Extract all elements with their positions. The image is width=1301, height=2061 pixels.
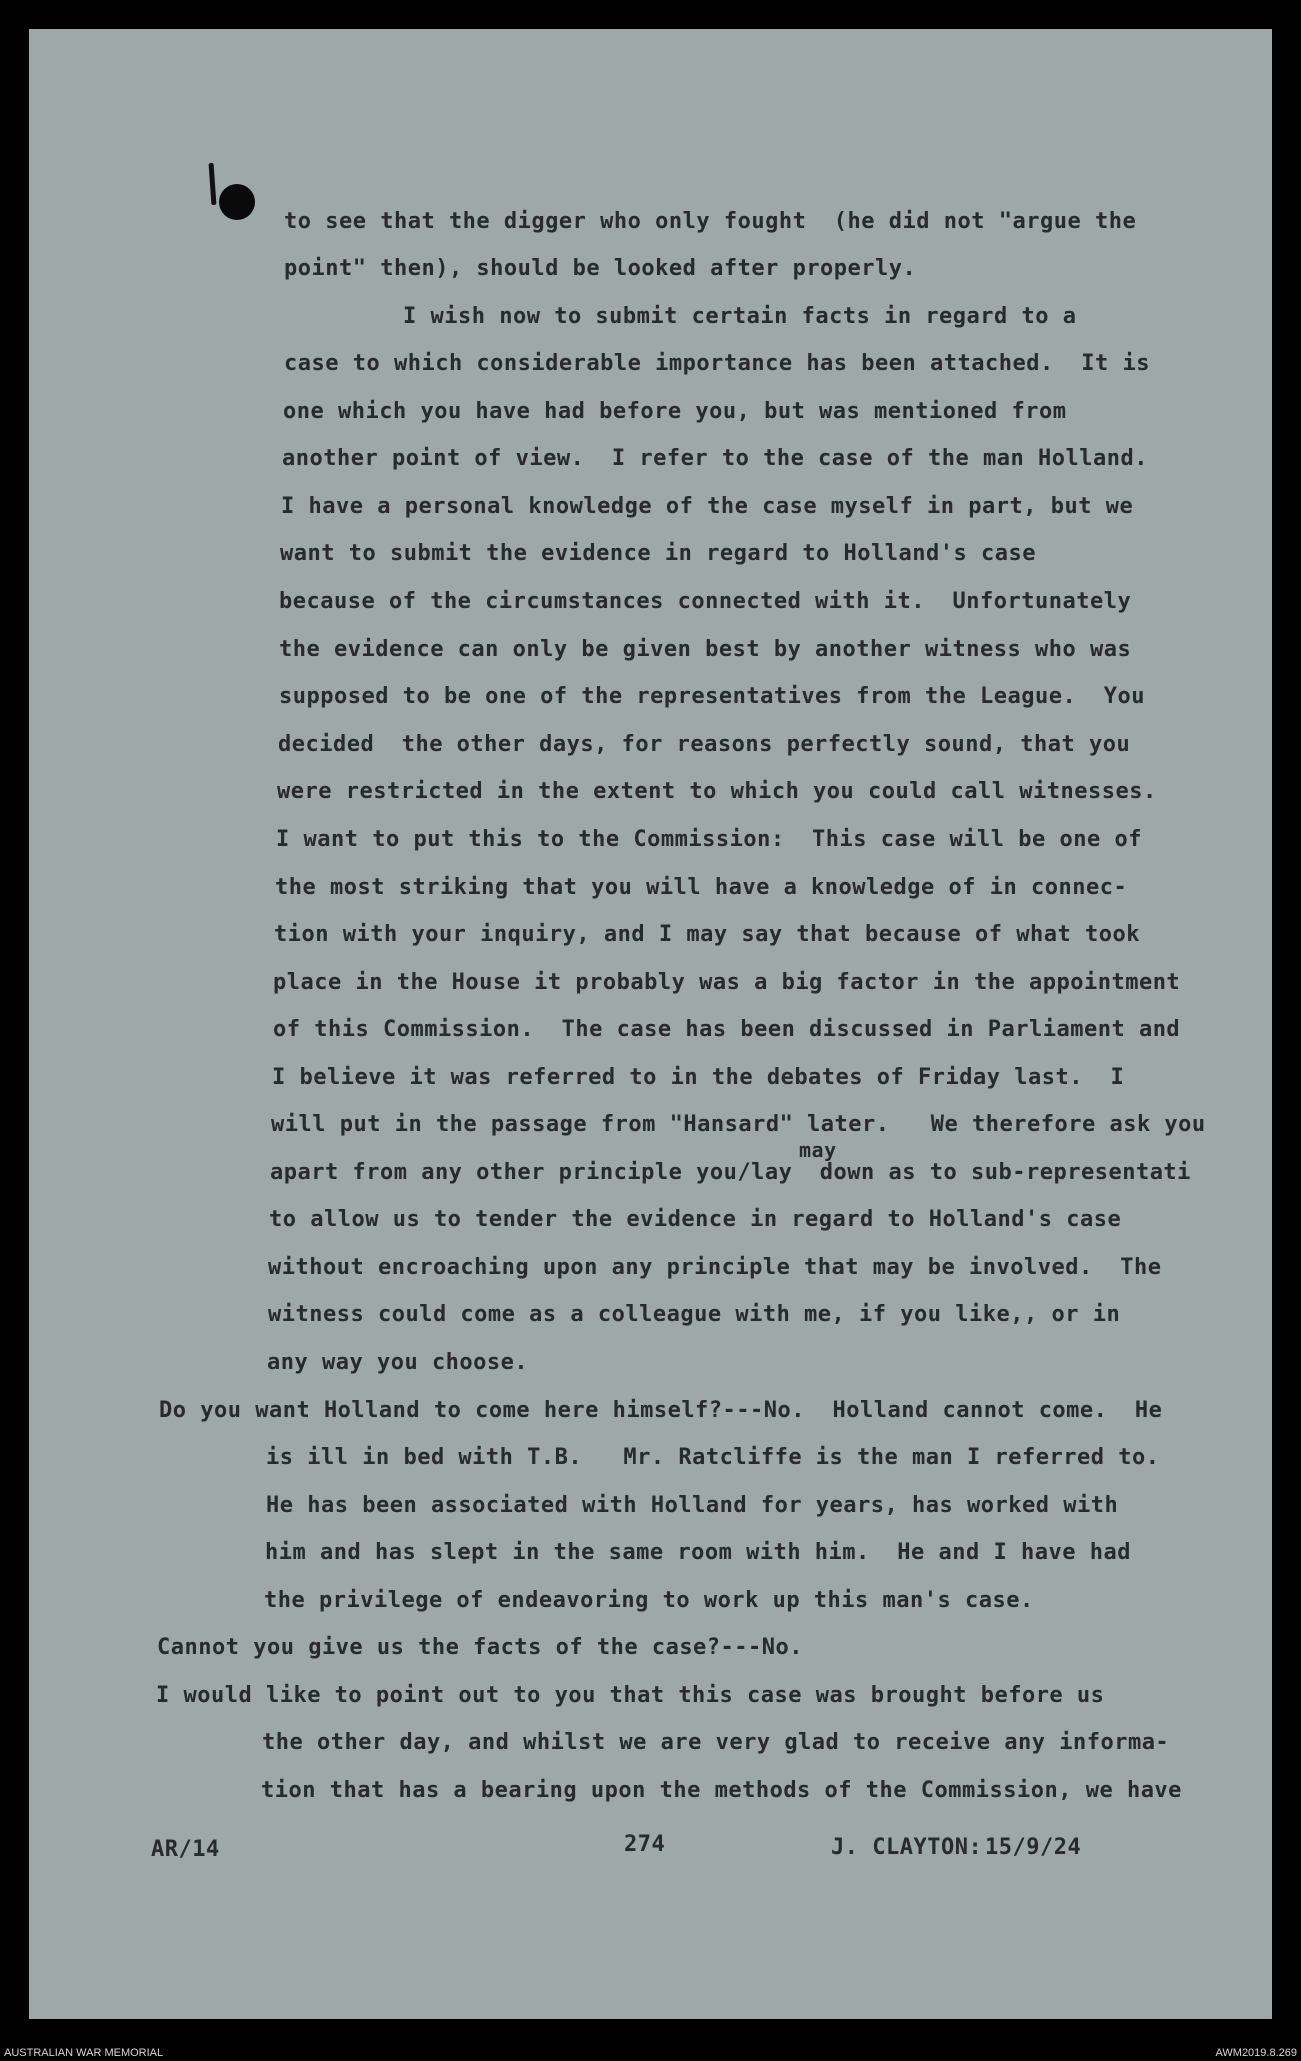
footer-reference: AR/14 xyxy=(151,1837,220,1862)
text-line: supposed to be one of the representatives from the League. You xyxy=(279,684,1145,709)
text-line: is ill in bed with T.B. Mr. Ratcliffe is the man I referred to. xyxy=(266,1445,1160,1470)
text-line: him and has slept in the same room with him. He and I have had xyxy=(265,1540,1131,1565)
text-line: place in the House it probably was a big factor in the appointment xyxy=(273,970,1181,995)
text-line: He has been associated with Holland for years, has worked with xyxy=(266,1493,1119,1518)
typed-text xyxy=(29,29,1272,2019)
text-line: point" then), should be looked after properly. xyxy=(284,256,917,281)
text-line: I wish now to submit certain facts in regard to a xyxy=(403,304,1077,329)
footer-page-number: 274 xyxy=(624,1832,666,1857)
text-line: the privilege of endeavoring to work up this man's case. xyxy=(264,1588,1034,1613)
credit-item-id: AWM2019.8.269 xyxy=(1215,2047,1297,2059)
text-line: decided the other days, for reasons perfectly sound, that you xyxy=(278,732,1131,757)
document-page xyxy=(29,29,1272,2019)
text-line: the other day, and whilst we are very glad to receive any informa- xyxy=(262,1730,1170,1755)
text-line: I have a personal knowledge of the case myself in part, but we xyxy=(281,494,1134,519)
text-line: the evidence can only be given best by another witness who was xyxy=(279,637,1132,662)
text-line: I want to put this to the Commission: This case will be one of xyxy=(276,827,1142,852)
text-line: without encroaching upon any principle that may be involved. The xyxy=(268,1255,1162,1280)
text-line: the most striking that you will have a knowledge of in connec- xyxy=(275,875,1128,900)
text-line: will put in the passage from "Hansard" later. We therefore ask you xyxy=(271,1112,1206,1137)
text-line: Cannot you give us the facts of the case?---No. xyxy=(157,1635,804,1660)
text-line: apart from any other principle you/lay down as to sub-representati xyxy=(270,1160,1191,1185)
handwritten-insertion: may xyxy=(799,1138,837,1162)
text-line: because of the circumstances connected with it. Unfortunately xyxy=(279,589,1132,614)
credit-institution: AUSTRALIAN WAR MEMORIAL xyxy=(4,2047,164,2059)
text-line: of this Commission. The case has been discussed in Parliament and xyxy=(273,1017,1181,1042)
text-line: any way you choose. xyxy=(267,1350,529,1375)
text-line: want to submit the evidence in regard to Holland's case xyxy=(280,541,1036,566)
credit-bar xyxy=(0,2046,1301,2061)
text-line: I believe it was referred to in the debates of Friday last. I xyxy=(272,1065,1125,1090)
footer-witness: J. CLAYTON: xyxy=(831,1835,983,1860)
footer-date: 15/9/24 xyxy=(985,1835,1082,1860)
text-line: one which you have had before you, but was mentioned from xyxy=(283,399,1067,424)
text-line: case to which considerable importance has been attached. It is xyxy=(284,351,1150,376)
text-line: I would like to point out to you that this case was brought before us xyxy=(156,1683,1105,1708)
text-line: another point of view. I refer to the case of the man Holland. xyxy=(282,446,1148,471)
text-line: were restricted in the extent to which you could call witnesses. xyxy=(277,779,1157,804)
text-line: Do you want Holland to come here himself?---No. Holland cannot come. He xyxy=(159,1398,1163,1423)
text-line: to see that the digger who only fought (he did not "argue the xyxy=(284,209,1137,234)
text-line: to allow us to tender the evidence in regard to Holland's case xyxy=(269,1207,1122,1232)
text-line: witness could come as a colleague with me, if you like,, or in xyxy=(268,1302,1121,1327)
text-line: tion that has a bearing upon the methods of the Commission, we have xyxy=(261,1778,1182,1803)
text-line: tion with your inquiry, and I may say that because of what took xyxy=(274,922,1140,947)
